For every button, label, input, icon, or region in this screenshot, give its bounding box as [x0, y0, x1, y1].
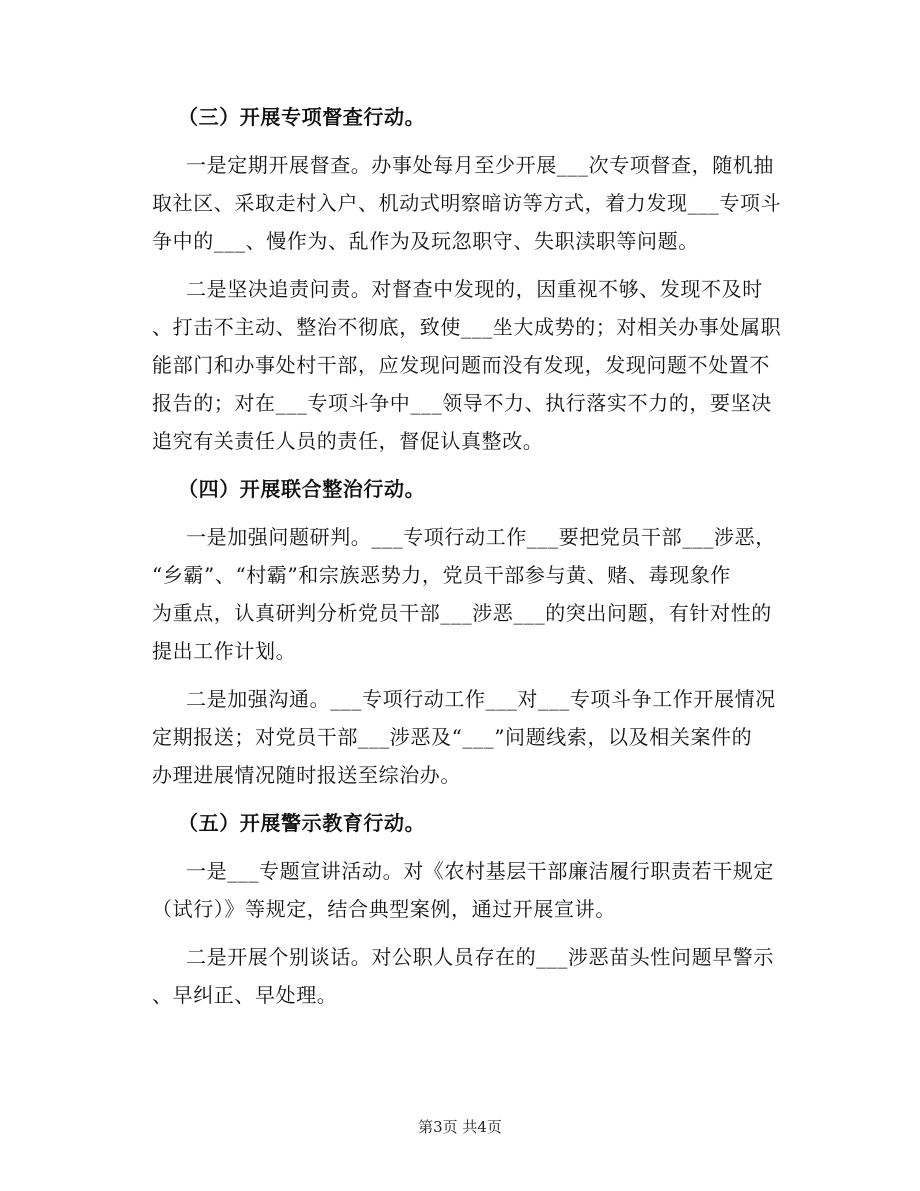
paragraph-line: 提出工作计划。: [152, 639, 297, 663]
paragraph-individual-talks: [152, 938, 782, 1014]
paragraph-line: 办理进展情况随时报送至综治办。: [152, 763, 461, 787]
paragraph-lecture: [152, 852, 782, 928]
section-heading-4: （四）开展联合整治行动。: [178, 477, 426, 501]
paragraph-line: 、打击不主动、整治不彻底，致使___坐大成势的；对相关办事处属职: [152, 315, 782, 339]
paragraph-line: 能部门和办事处村干部，应发现问题而没有发现，发现问题不处置不: [152, 353, 770, 377]
paragraph-line: 取社区、采取走村入户、机动式明察暗访等方式，着力发现___专项斗: [152, 191, 782, 215]
section-heading-3: （三）开展专项督查行动。: [178, 105, 426, 129]
paragraph-accountability: [152, 270, 782, 460]
paragraph-line: 一是定期开展督查。办事处每月至少开展___次专项督查，随机抽: [186, 153, 774, 177]
document-body: [152, 98, 782, 1014]
paragraph-line: 争中的___、慢作为、乱作为及玩忽职守、失职渎职等问题。: [152, 229, 699, 253]
paragraph-line: （试行）》等规定，结合典型案例，通过开展宣讲。: [152, 897, 616, 921]
paragraph-line: 为重点，认真研判分析党员干部___涉恶___的突出问题，有针对性的: [152, 601, 772, 625]
paragraph-line: 报告的；对在___专项斗争中___领导不力、执行落实不力的，要坚决: [152, 391, 772, 415]
paragraph-line: 二是坚决追责问责。对督查中发现的，因重视不够、发现不及时: [186, 277, 763, 301]
paragraph-problem-analysis: [152, 518, 782, 670]
paragraph-regular-inspection: [152, 146, 782, 260]
paragraph-line: 一是加强问题研判。___专项行动工作___要把党员干部___涉恶，: [186, 525, 776, 549]
section-heading-5: （五）开展警示教育行动。: [178, 811, 426, 835]
paragraph-line: 、早纠正、早处理。: [152, 983, 338, 1007]
paragraph-line: 二是开展个别谈话。对公职人员存在的___涉恶苗头性问题早警示: [186, 945, 774, 969]
paragraph-line: “乡霸”、“村霸”和宗族恶势力，党员干部参与黄、赌、毒现象作: [152, 563, 731, 587]
paragraph-line: 二是加强沟通。___专项行动工作___对___专项斗争工作开展情况: [186, 687, 776, 711]
paragraph-line: 追究有关责任人员的责任，督促认真整改。: [152, 429, 544, 453]
paragraph-line: 一是___专题宣讲活动。对《农村基层干部廉洁履行职责若干规定: [186, 859, 774, 883]
paragraph-communication: [152, 680, 782, 794]
paragraph-line: 定期报送；对党员干部___涉恶及“___”问题线索，以及相关案件的: [152, 725, 753, 749]
page-number: 第3页 共4页: [418, 1118, 502, 1136]
